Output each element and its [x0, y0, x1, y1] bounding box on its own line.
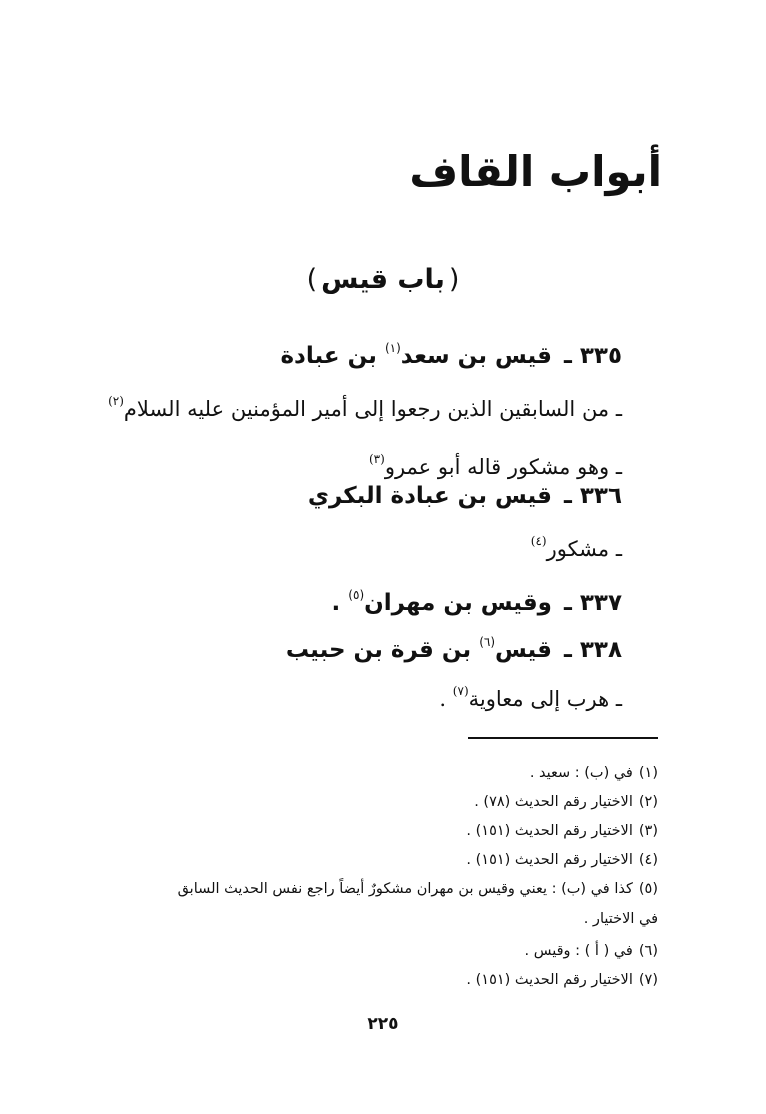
footnote [530, 762, 658, 784]
footnote-ref: (٥) [348, 588, 365, 602]
footnote [474, 791, 658, 813]
footnote-text: الاختيار رقم الحديث (٧٨) . [474, 794, 633, 810]
footnote-ref: (٤) [530, 534, 547, 548]
note-text: ـ هرب إلى معاوية [468, 687, 622, 711]
entry-note [108, 392, 622, 426]
footnote-ref: (١) [384, 341, 401, 355]
entry-336 [308, 478, 622, 514]
footnote-number: (٦) [638, 943, 658, 959]
footnote-number: (٧) [638, 972, 658, 988]
footnote-text: الاختيار رقم الحديث (١٥١) . [466, 972, 633, 988]
note-text: ـ وهو مشكور قاله أبو عمرو [384, 455, 622, 479]
footnote-text: كذا في (ب) : يعني وقيس بن مهران مشكورٌ أيضاً راجع نفس الحديث السابق [177, 881, 633, 897]
footnote [466, 849, 658, 871]
footnote-ref: (٧) [452, 684, 469, 698]
entry-name-rest: بن قرة بن حبيب [285, 637, 472, 663]
footnote-number: (٥) [638, 881, 658, 897]
section-open-paren: ( [448, 264, 460, 295]
entry-name: وقيس بن مهران [364, 590, 552, 616]
entry-335 [280, 338, 622, 374]
entry-name: قيس [495, 637, 552, 663]
footnote-text: في ( أ ) : وقيس . [524, 943, 633, 959]
footnote-number: (١) [638, 765, 658, 781]
footnote [525, 940, 658, 962]
footnote-ref: (٢) [108, 394, 124, 408]
footnote-divider [468, 737, 658, 739]
entry-number: ٣٣٥ ـ [564, 343, 622, 369]
footnote-text: في الاختيار . [583, 911, 658, 927]
footnote [178, 878, 658, 900]
footnote-text: الاختيار رقم الحديث (١٥١) . [466, 852, 633, 868]
entry-name: قيس بن سعد [400, 343, 552, 369]
footnote-number: (٤) [638, 852, 658, 868]
footnote-ref: (٦) [479, 635, 496, 649]
entry-337 [332, 585, 622, 621]
entry-name-rest: بن عبادة [280, 343, 377, 369]
entry-number: ٣٣٧ ـ [564, 590, 622, 616]
entry-note [439, 682, 622, 716]
section-heading [0, 260, 766, 300]
entry-number: ٣٣٨ ـ [564, 637, 622, 663]
note-text: ـ مشكور [546, 537, 622, 561]
entry-tail: . [331, 590, 341, 616]
entry-338 [286, 632, 622, 668]
chapter-title: أبواب القاف [409, 147, 662, 196]
note-text: ـ من السابقين الذين رجعوا إلى أمير المؤمنين عليه السلام [123, 397, 622, 421]
section-title: باب قيس [321, 264, 445, 295]
footnote-text: في (ب) : سعيد . [529, 765, 633, 781]
footnote [466, 969, 658, 991]
footnote-text: الاختيار رقم الحديث (١٥١) . [466, 823, 633, 839]
note-tail: . [439, 687, 447, 711]
footnote-continuation [584, 908, 658, 930]
footnote [466, 820, 658, 842]
entry-note [531, 532, 622, 566]
entry-name: قيس بن عبادة البكري [307, 483, 552, 509]
entry-number: ٣٣٦ ـ [564, 483, 622, 509]
footnote-ref: (٣) [368, 452, 385, 466]
footnote-number: (٣) [638, 823, 658, 839]
section-close-paren: ) [306, 264, 318, 295]
footnote-number: (٢) [638, 794, 658, 810]
page-number: ٢٢٥ [367, 1014, 399, 1034]
